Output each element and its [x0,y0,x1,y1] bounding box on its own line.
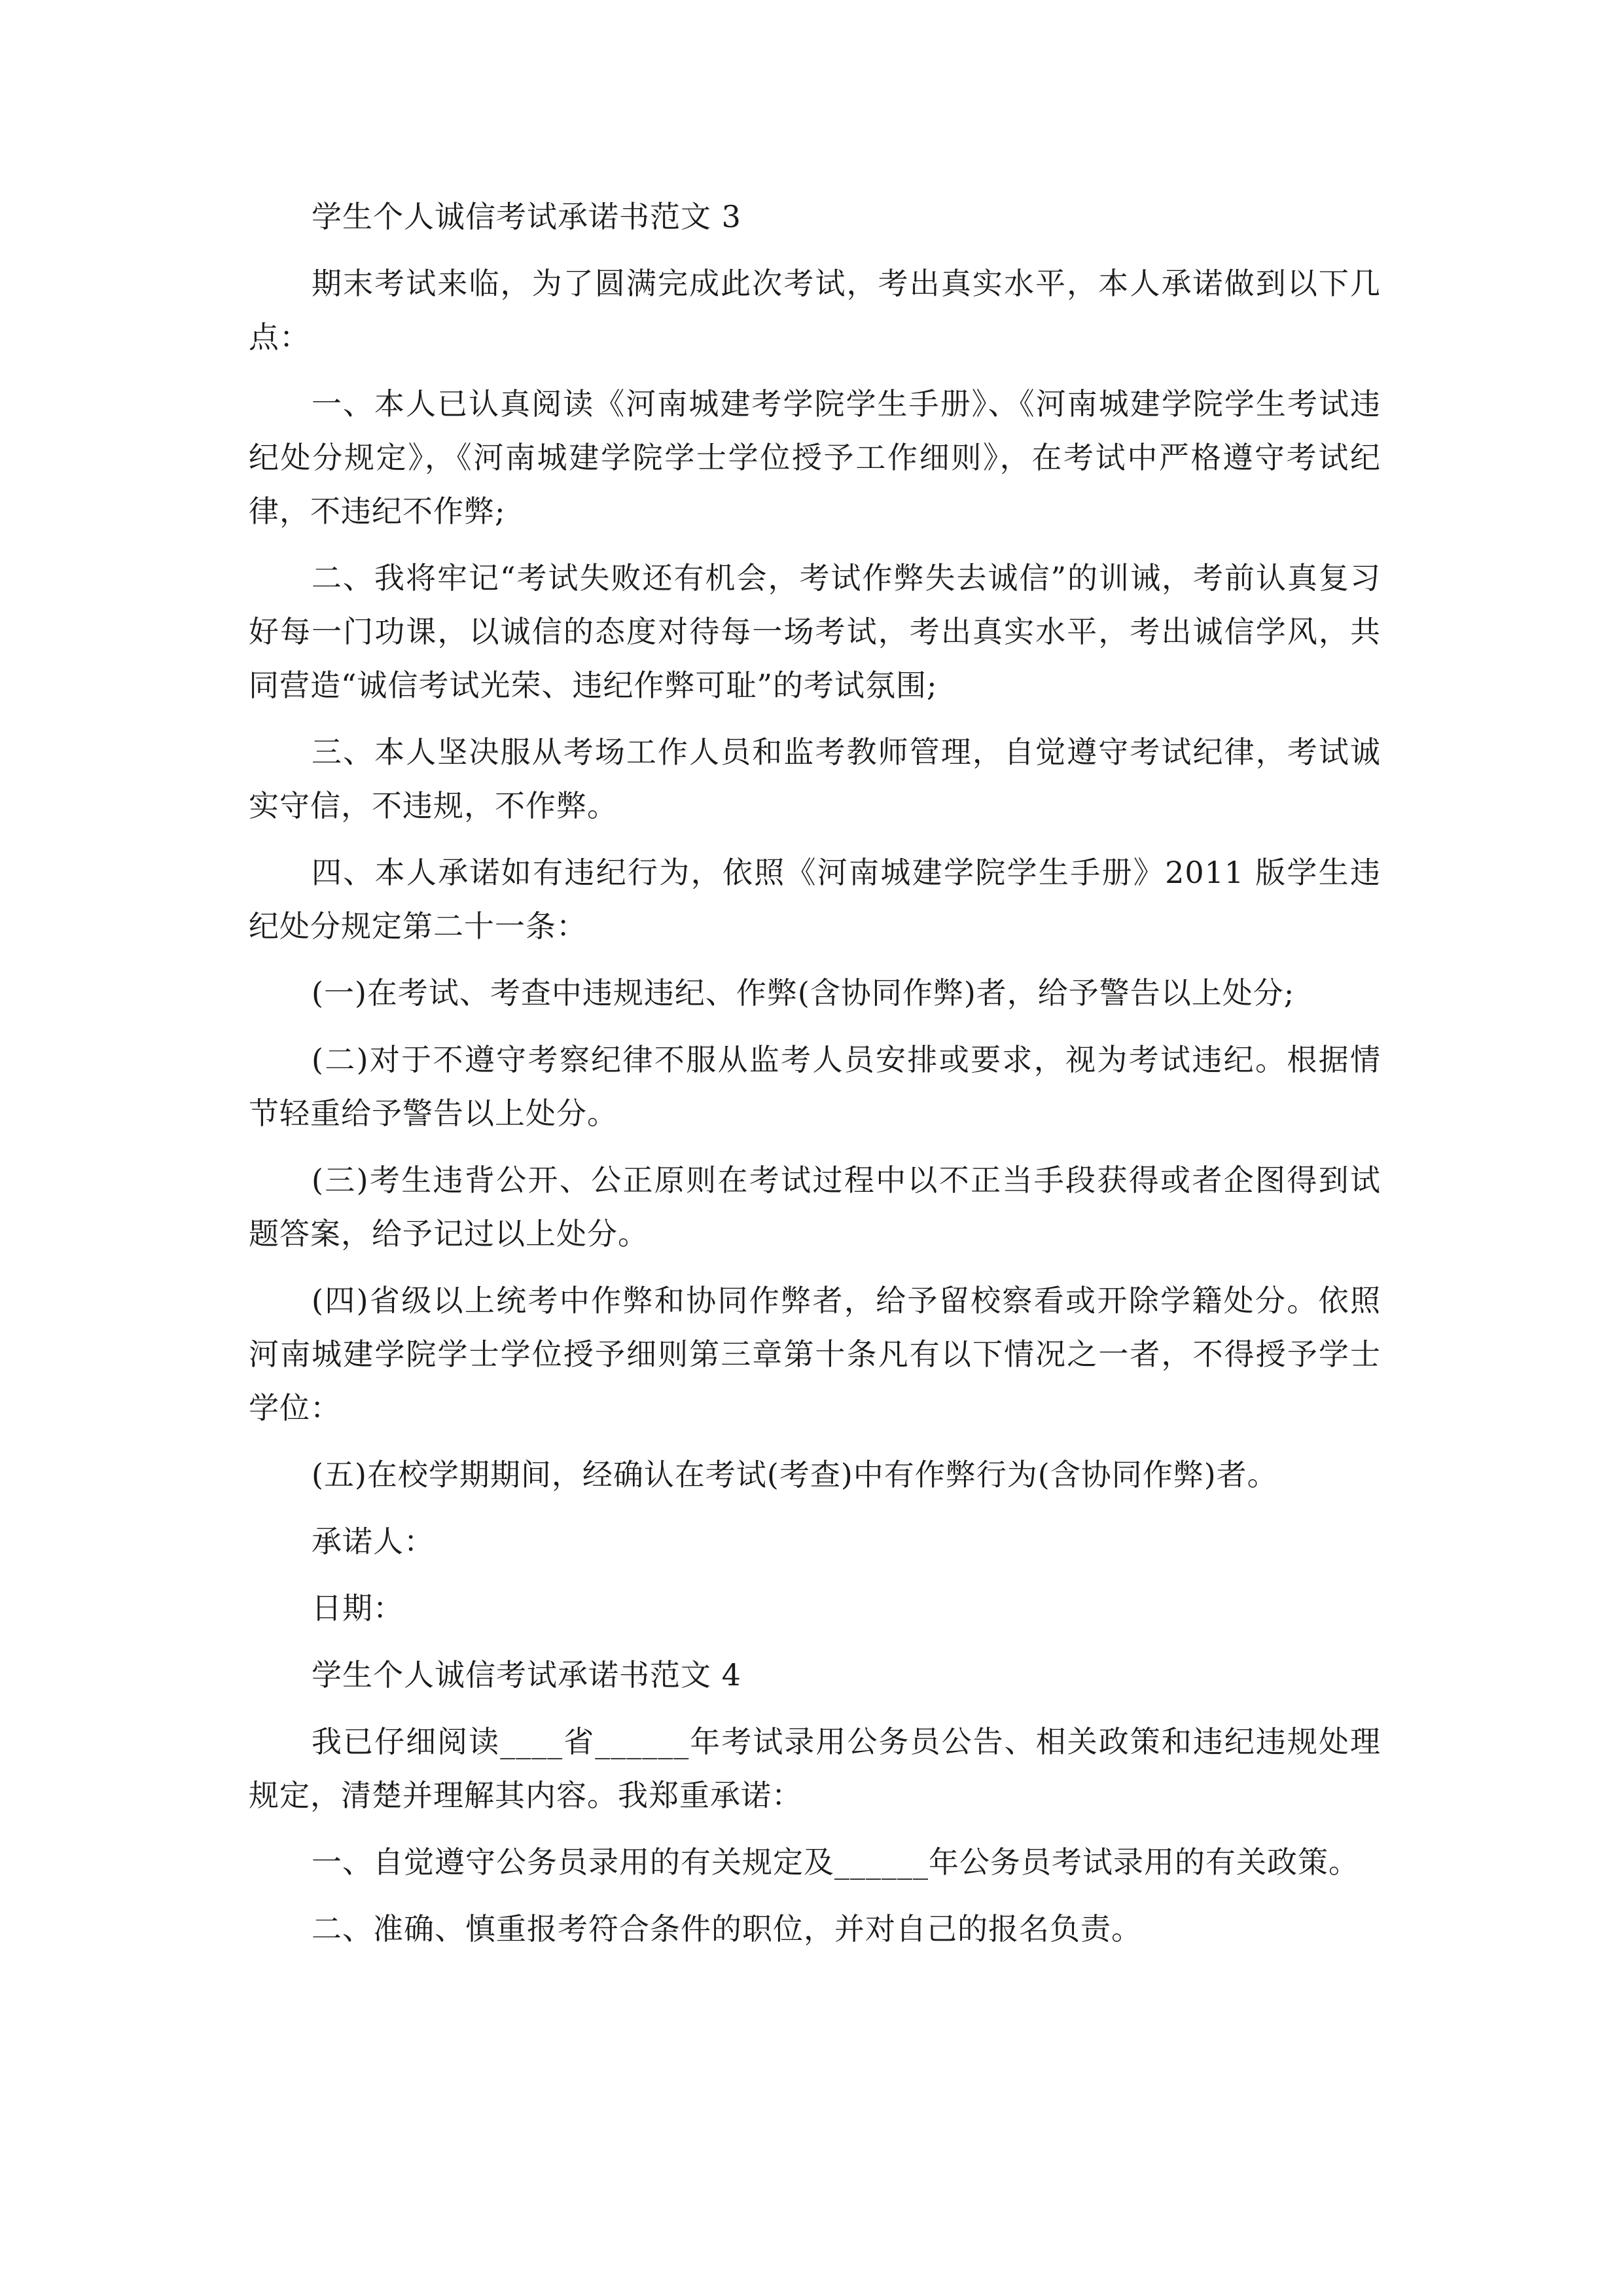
signer-label: 承诺人： [312,1524,435,1559]
intro-paragraph: 期末考试来临，为了圆满完成此次考试，考出真实水平，本人承诺做到以下几点： [249,266,1381,355]
section4-intro: 我已仔细阅读____省______年考试录用公务员公告、相关政策和违纪违规处理规定，清楚并理解其内容。我郑重承诺： [249,1724,1381,1813]
section4-item-2: 二、准确、慎重报考符合条件的职位，并对自己的报名负责。 [312,1911,1142,1946]
rule-item-5: (五)在校学期期间，经确认在考试(考查)中有作弊行为(含协同作弊)者。 [312,1457,1278,1492]
date-label: 日期： [312,1590,404,1626]
rule-item-1: (一)在考试、考查中违规违纪、作弊(含协同作弊)者，给予警告以上处分; [312,975,1295,1011]
pledge-item-3: 三、本人坚决服从考场工作人员和监考教师管理，自觉遵守考试纪律，考试诚实守信，不违规，不作弊。 [249,734,1381,823]
rule-item-4: (四)省级以上统考中作弊和协同作弊者，给予留校察看或开除学籍处分。依照河南城建学院学士学位授予细则第三章第十条凡有以下情况之一者，不得授予学士学位： [249,1283,1381,1426]
rule-item-2: (二)对于不遵守考察纪律不服从监考人员安排或要求，视为考试违纪。根据情节轻重给予警告以上处分。 [249,1042,1381,1131]
rule-item-3: (三)考生违背公开、公正原则在考试过程中以不正当手段获得或者企图得到试题答案，给予记过以上处分。 [249,1162,1381,1251]
pledge-item-1: 一、本人已认真阅读《河南城建考学院学生手册》、《河南城建学院学生考试违纪处分规定》，《河南城建学院学士学位授予工作细则》，在考试中严格遵守考试纪律，不违纪不作弊; [249,386,1381,529]
section-title-4: 学生个人诚信考试承诺书范文 4 [312,1657,741,1693]
pledge-item-4: 四、本人承诺如有违纪行为，依照《河南城建学院学生手册》2011 版学生违纪处分规定第二十一条： [249,855,1381,944]
pledge-item-2: 二、我将牢记“考试失败还有机会，考试作弊失去诚信”的训诫，考前认真复习好每一门功课，以诚信的态度对待每一场考试，考出真实水平，考出诚信学风，共同营造“诚信考试光荣、违纪作弊可耻”的考试氛围; [249,560,1381,703]
section4-item-1: 一、自觉遵守公务员录用的有关规定及______年公务员考试录用的有关政策。 [312,1844,1359,1880]
section-title-3: 学生个人诚信考试承诺书范文 3 [312,199,741,234]
document-body [249,190,1381,1969]
